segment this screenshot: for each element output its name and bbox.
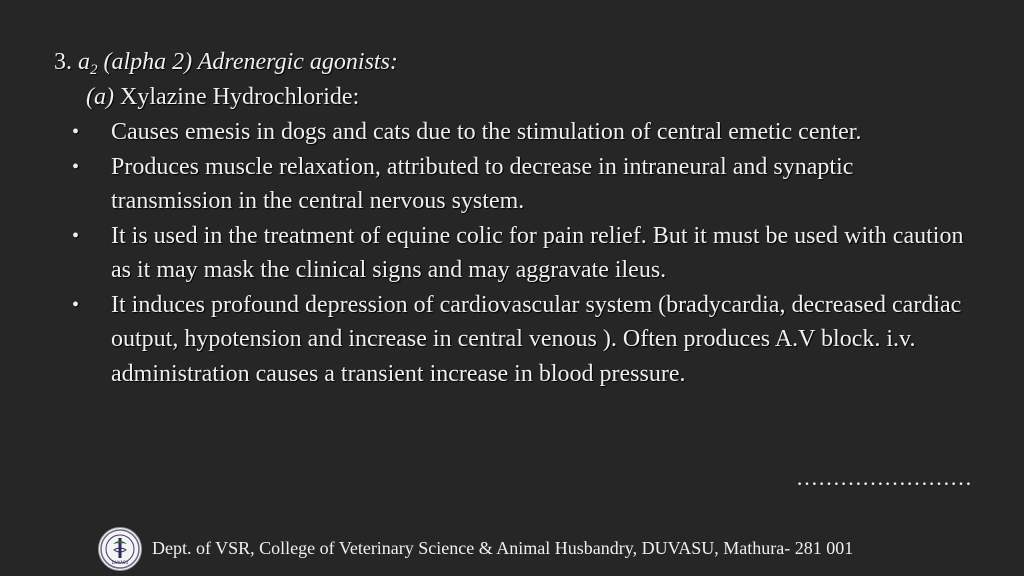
bullet-text: Produces muscle relaxation, attributed to decrease in intraneural and synaptic transmission in the central nervous system.: [111, 153, 854, 214]
heading-subscript: 2: [90, 62, 98, 78]
bullet-list: [64, 115, 974, 391]
heading-alpha: a: [78, 49, 90, 75]
bullet-item: [64, 288, 974, 392]
bullet-dot: •: [72, 155, 80, 178]
bullet-dot: •: [72, 293, 80, 316]
bullet-text: Causes emesis in dogs and cats due to the stimulation of central emetic center.: [111, 119, 862, 145]
university-seal-icon: [98, 527, 142, 571]
section-heading: [54, 46, 398, 78]
bullet-item: [64, 219, 974, 288]
bullet-text: It is used in the treatment of equine colic for pain relief. But it must be used with caution as it may mask the clinical signs and may aggravate ileus.: [111, 222, 964, 283]
subheading-drug: Xylazine Hydrochloride:: [119, 84, 360, 110]
bullet-dot: •: [72, 121, 80, 143]
bullet-item: [64, 150, 974, 219]
continuation-dots: ……………………: [796, 465, 972, 490]
subheading-label: (a): [86, 84, 114, 110]
bullet-text: It induces profound depression of cardiovascular system (bradycardia, decreased cardiac output, hypotension and increase in central venous ). Often produces A.V block. i.v. administration causes a transient increase in blood pressure.: [111, 291, 962, 387]
heading-number: 3.: [54, 49, 72, 75]
drug-subheading: [86, 81, 359, 113]
footer: [98, 527, 1004, 571]
footer-text: Dept. of VSR, College of Veterinary Science & Animal Husbandry, DUVASU, Mathura- 281 001: [152, 538, 854, 558]
logo-text: DUVASU: [111, 560, 129, 565]
bullet-dot: •: [72, 224, 80, 247]
heading-title: (alpha 2) Adrenergic agonists:: [103, 49, 398, 75]
bullet-item: [64, 115, 974, 150]
